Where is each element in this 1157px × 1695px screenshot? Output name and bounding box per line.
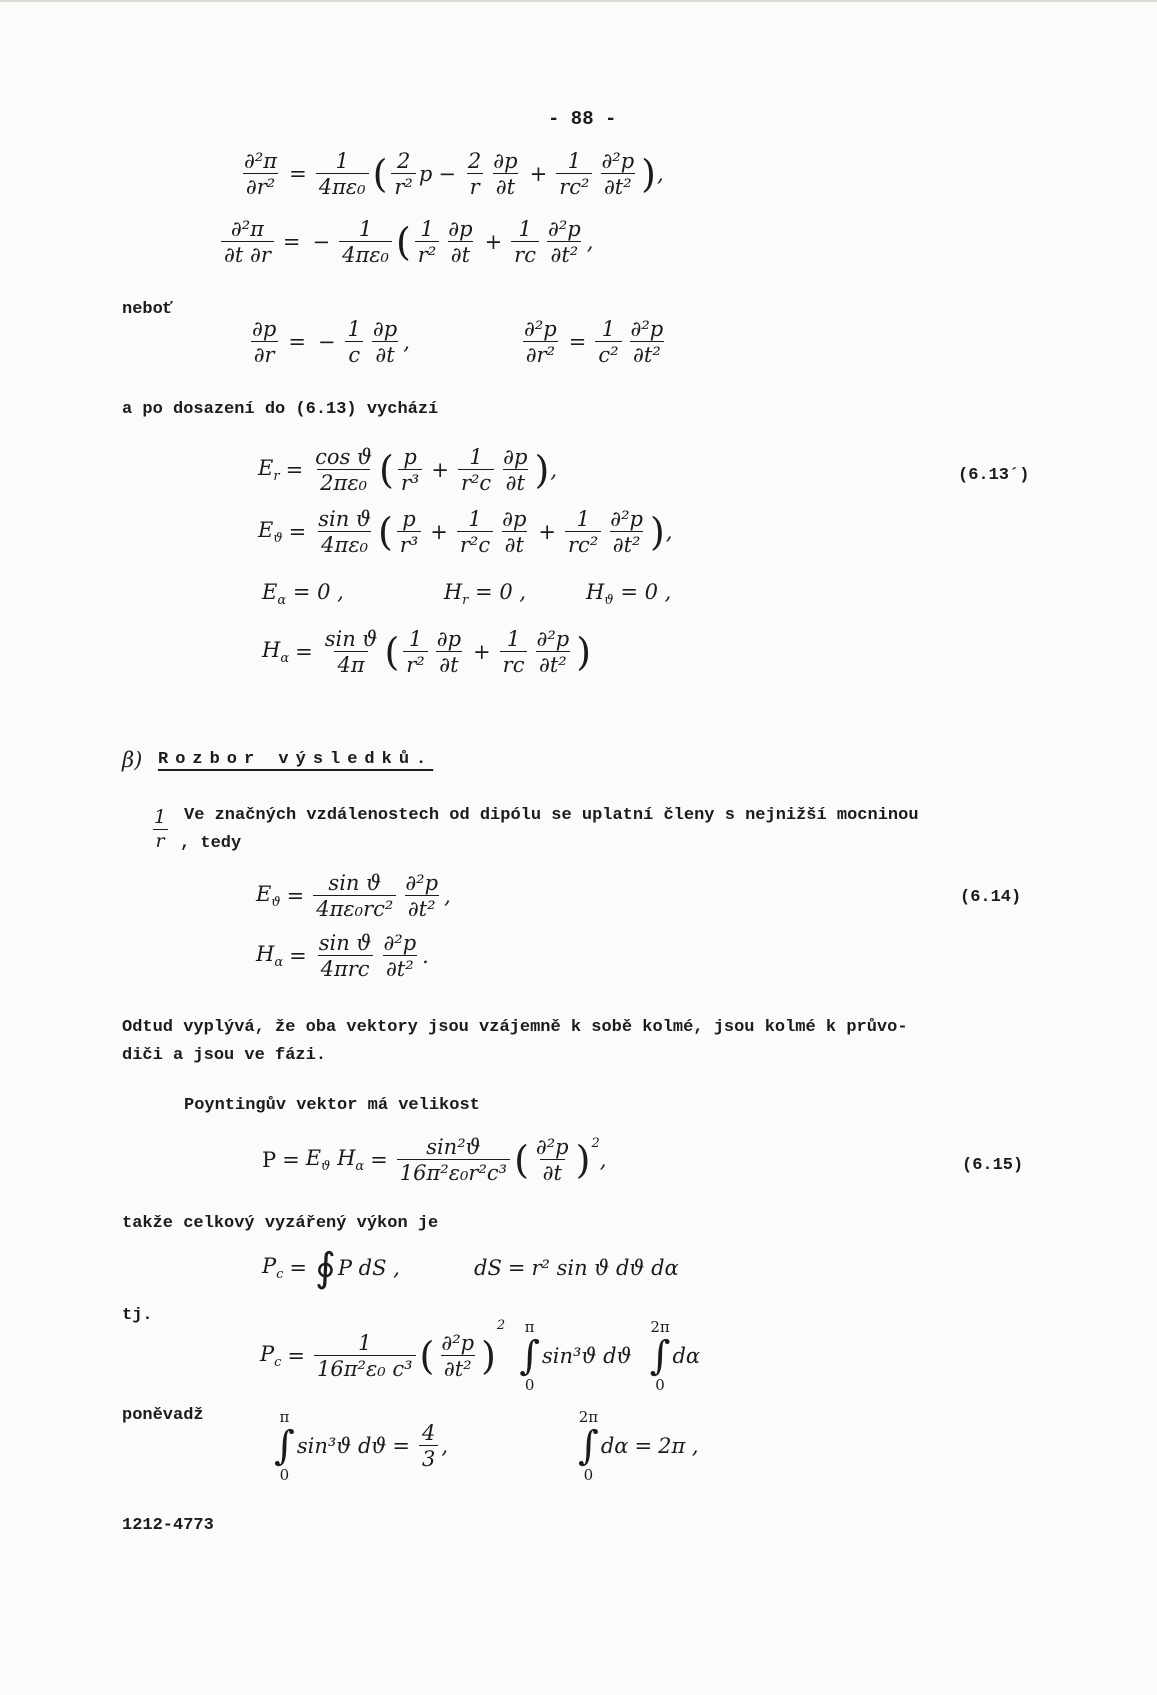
text-substitution-intro: a po dosazení do (6.13) vychází (122, 400, 439, 419)
text-nebot: neboť (122, 300, 174, 319)
equation-dp-dr: $\frac{\partial p}{\partial r}$ = − $\frac{1}{c}$ $\frac{\partial p}{\partial t}$ , (252, 317, 410, 368)
text-conclusion-line1: Odtud vyplývá, že oba vektory jsou vzájemně k sobě kolmé, jsou kolmé k průvo- (122, 1018, 908, 1037)
equation-one-over-r: $\frac{1}{r}$ (154, 806, 167, 852)
equation-int-dalpha: 2π ∫ 0 dα = 2π , (578, 1408, 699, 1484)
equation-P: P = $E_ϑ$ $H_\alpha$ = $\frac{\text{sin²ϑ}}{\text{16π²ε₀r²c³}}$ ( $\frac{\text{∂²p}}{\partial t}$ ) $^2$ , (262, 1135, 607, 1186)
equation-E-theta-far: $E_ϑ$ = $\frac{\text{sin ϑ}}{\text{4πε₀rc²}}$ $\frac{\text{∂²p}}{\text{∂t²}}$ , (256, 871, 451, 922)
footer-code: 1212-4773 (122, 1516, 214, 1535)
text-far-field-line2: , tedy (180, 834, 242, 853)
section-marker: β) (122, 748, 143, 772)
equation-zeros: $E_\alpha = 0$ , $H_r = 0$ , $H_ϑ = 0$ , (262, 580, 672, 609)
text-conclusion-line2: diči a jsou ve fázi. (122, 1046, 327, 1065)
equation-number-6-13p: (6.13´) (958, 466, 1030, 485)
equation-Pc-integral: $P_c$ = ∮ P dS , (262, 1245, 400, 1291)
page-top-edge (0, 0, 1157, 2)
equation-Pc-full: $P_c$ = $\frac{1}{\text{16π²ε₀ c³}}$ ( $\frac{\text{∂²p}}{\text{∂t²}}$ ) 2 π ∫ 0 sin³ϑ dϑ 2π ∫ 0 dα (260, 1318, 701, 1394)
equation-number-6-14: (6.14) (960, 888, 1022, 907)
page-number: - 88 - (548, 108, 617, 130)
text-tj: tj. (122, 1306, 153, 1325)
equation-E-r: $E_r$ = $\frac{\text{cos ϑ}}{\text{2πε₀}}$ ( $\frac{p}{\text{r³}}$ + $\frac{1}{\text{r²c}}$ $\frac{\partial p}{\partial t}$ ) , (258, 445, 557, 496)
equation-int-sin3: π ∫ 0 sin³ϑ dϑ = $\frac{4}{3}$ , (274, 1408, 449, 1484)
section-title: Rozbor výsledků. (158, 750, 434, 769)
text-total-power-intro: takže celkový vyzářený výkon je (122, 1214, 439, 1233)
equation-dS: dS = r² sin ϑ dϑ dα (474, 1256, 679, 1280)
equation-E-theta: $E_ϑ$ = $\frac{\text{sin ϑ}}{\text{4πε₀}}$ ( $\frac{p}{\text{r³}}$ + $\frac{1}{\text{r²c}}$ $\frac{\partial p}{\partial t}$ + $\frac{1}{\text{rc²}}$ $\frac{\text{∂²p}}{\text{∂t²}}$ ) , (258, 507, 673, 558)
equation-d2pi-dtdr: $\frac{\text{∂²π}}{\partial t \partial r}$ = − $\frac{1}{\text{4πε₀}}$ ( $\frac{1}{\text{r²}}$ $\frac{\partial p}{\partial t}$ + $\frac{1}{rc}$ $\frac{\text{∂²p}}{\text{∂t²}}$ , (218, 218, 593, 266)
equation-H-alpha-far: $H_\alpha$ = $\frac{\text{sin ϑ}}{\text{4πrc}}$ $\frac{\text{∂²p}}{\text{∂t²}}$ . (256, 931, 429, 982)
equation-H-alpha: $H_\alpha$ = $\frac{\text{sin ϑ}}{4\pi}$ ( $\frac{1}{\text{r²}}$ $\frac{\partial p}{\partial t}$ + $\frac{1}{rc}$ $\frac{\text{∂²p}}{\text{∂t²}}$ ) (262, 627, 592, 678)
text-far-field-line1: Ve značných vzdálenostech od dipólu se uplatní členy s nejnižší mocninou (184, 806, 919, 825)
text-ponevadz: poněvadž (122, 1406, 204, 1425)
equation-d2pi-dr2: $\frac{\text{∂²π}}{\text{∂r²}}$ = $\frac{1}{\text{4πε₀}}$ ( $\frac{2}{\text{r²}}$ p − $\frac{2}{r}$ $\frac{\partial p}{\partial t}$ + $\frac{1}{\text{rc²}}$ $\frac{\text{∂²p}}{\text{∂t²}}$ ) , (244, 149, 664, 200)
equation-number-6-15: (6.15) (962, 1156, 1024, 1175)
equation-d2p-dr2: $\frac{\text{∂²p}}{\text{∂r²}}$ = $\frac{1}{\text{c²}}$ $\frac{\text{∂²p}}{\text{∂t²}}$ (524, 317, 664, 368)
text-poynting-intro: Poyntingův vektor má velikost (184, 1096, 480, 1115)
